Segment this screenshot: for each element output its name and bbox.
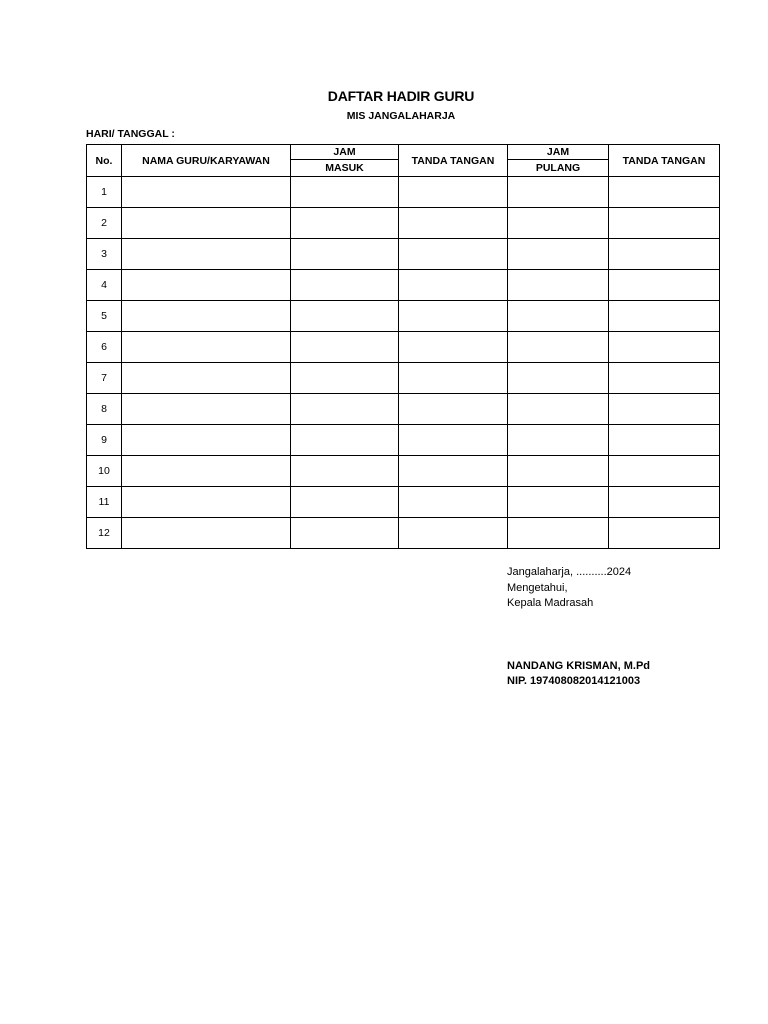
signature-out-cell	[609, 518, 720, 549]
date-label: HARI/ TANGGAL :	[86, 128, 175, 140]
row-number: 12	[87, 518, 122, 549]
signature-out-cell	[609, 456, 720, 487]
table-row	[87, 425, 720, 456]
time-out-cell	[508, 518, 609, 549]
position-label: Kepala Madrasah	[507, 597, 594, 609]
row-number: 7	[87, 363, 122, 394]
name-cell	[122, 456, 291, 487]
signature-in-cell	[399, 332, 508, 363]
header-jam-pulang-top: JAM	[508, 145, 609, 160]
name-cell	[122, 270, 291, 301]
signature-in-cell	[399, 456, 508, 487]
table-row	[87, 332, 720, 363]
row-number: 4	[87, 270, 122, 301]
table-row	[87, 301, 720, 332]
table-row	[87, 363, 720, 394]
signature-in-cell	[399, 177, 508, 208]
attendance-table	[86, 144, 720, 549]
row-number: 1	[87, 177, 122, 208]
time-out-cell	[508, 208, 609, 239]
header-jam-masuk-top: JAM	[291, 145, 399, 160]
table-row	[87, 487, 720, 518]
name-cell	[122, 363, 291, 394]
row-number: 9	[87, 425, 122, 456]
time-out-cell	[508, 332, 609, 363]
time-in-cell	[291, 363, 399, 394]
document-title: DAFTAR HADIR GURU	[327, 88, 475, 104]
signature-in-cell	[399, 239, 508, 270]
header-jam-pulang-bottom: PULANG	[508, 160, 609, 177]
signature-in-cell	[399, 270, 508, 301]
time-in-cell	[291, 332, 399, 363]
row-number: 11	[87, 487, 122, 518]
name-cell	[122, 332, 291, 363]
time-in-cell	[291, 301, 399, 332]
signature-in-cell	[399, 425, 508, 456]
table-row	[87, 518, 720, 549]
signature-out-cell	[609, 239, 720, 270]
time-out-cell	[508, 177, 609, 208]
place-date: Jangalaharja, ..........2024	[507, 566, 632, 578]
header-nama: NAMA GURU/KARYAWAN	[122, 145, 291, 177]
table-row	[87, 239, 720, 270]
time-out-cell	[508, 425, 609, 456]
table-row	[87, 456, 720, 487]
signature-space	[507, 612, 650, 659]
time-out-cell	[508, 487, 609, 518]
acknowledged-label: Mengetahui,	[507, 581, 568, 594]
name-cell	[122, 394, 291, 425]
header-tanda-tangan-masuk: TANDA TANGAN	[399, 145, 508, 177]
time-out-cell	[508, 394, 609, 425]
signature-in-cell	[399, 363, 508, 394]
header-jam-masuk-bottom: MASUK	[291, 160, 399, 177]
table-row	[87, 394, 720, 425]
row-number: 3	[87, 239, 122, 270]
signature-in-cell	[399, 487, 508, 518]
name-cell	[122, 301, 291, 332]
row-number: 5	[87, 301, 122, 332]
row-number: 6	[87, 332, 122, 363]
attendance-rows	[87, 177, 720, 549]
time-in-cell	[291, 456, 399, 487]
time-in-cell	[291, 425, 399, 456]
header-no: No.	[87, 145, 122, 177]
name-cell	[122, 239, 291, 270]
row-number: 2	[87, 208, 122, 239]
signature-out-cell	[609, 270, 720, 301]
time-out-cell	[508, 270, 609, 301]
time-out-cell	[508, 456, 609, 487]
signature-out-cell	[609, 208, 720, 239]
signature-out-cell	[609, 177, 720, 208]
name-cell	[122, 425, 291, 456]
time-in-cell	[291, 394, 399, 425]
school-name: MIS JANGALAHARJA	[346, 110, 456, 122]
signature-block	[507, 565, 650, 690]
row-number: 10	[87, 456, 122, 487]
row-number: 8	[87, 394, 122, 425]
time-in-cell	[291, 208, 399, 239]
signature-out-cell	[609, 394, 720, 425]
signature-out-cell	[609, 487, 720, 518]
signature-out-cell	[609, 332, 720, 363]
time-out-cell	[508, 363, 609, 394]
time-in-cell	[291, 518, 399, 549]
signature-out-cell	[609, 301, 720, 332]
name-cell	[122, 177, 291, 208]
name-cell	[122, 208, 291, 239]
time-out-cell	[508, 301, 609, 332]
time-in-cell	[291, 177, 399, 208]
time-in-cell	[291, 239, 399, 270]
header-tanda-tangan-pulang: TANDA TANGAN	[609, 145, 720, 177]
time-out-cell	[508, 239, 609, 270]
signature-in-cell	[399, 208, 508, 239]
name-cell	[122, 518, 291, 549]
signatory-name: NANDANG KRISMAN, M.Pd	[507, 659, 650, 672]
signature-in-cell	[399, 301, 508, 332]
signature-out-cell	[609, 363, 720, 394]
name-cell	[122, 487, 291, 518]
signature-out-cell	[609, 425, 720, 456]
table-row	[87, 208, 720, 239]
signature-in-cell	[399, 518, 508, 549]
time-in-cell	[291, 487, 399, 518]
table-row	[87, 177, 720, 208]
signatory-nip: NIP. 197408082014121003	[507, 675, 641, 687]
table-row	[87, 270, 720, 301]
signature-in-cell	[399, 394, 508, 425]
time-in-cell	[291, 270, 399, 301]
